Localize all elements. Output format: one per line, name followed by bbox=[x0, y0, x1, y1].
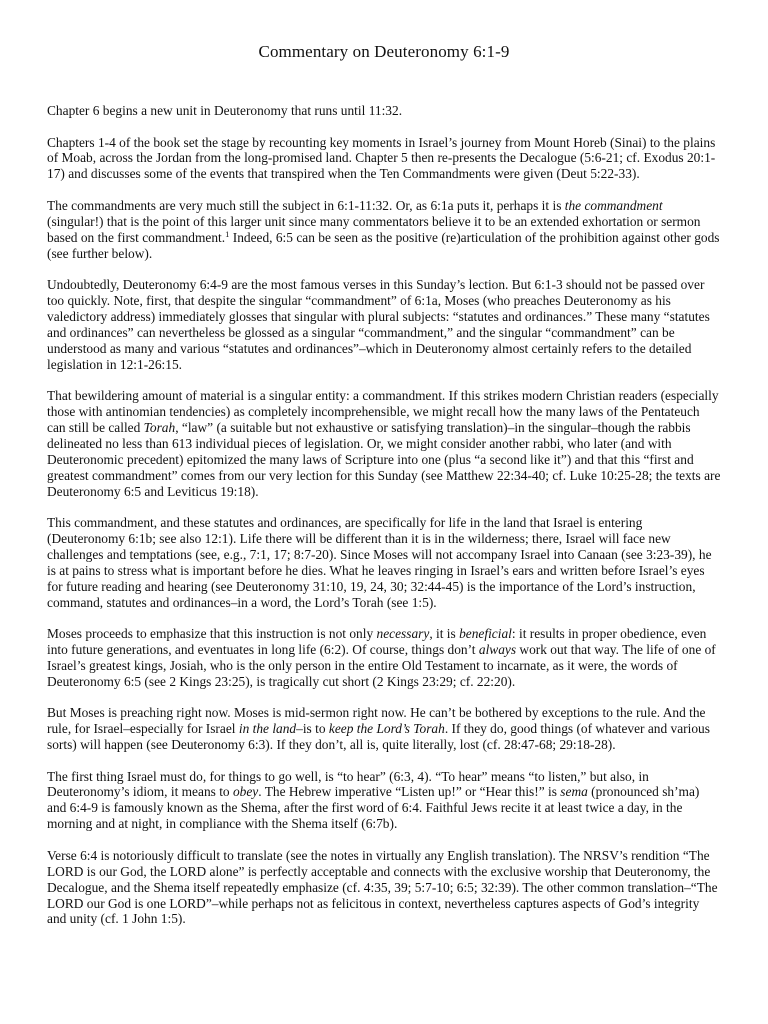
document-body bbox=[47, 103, 721, 927]
paragraph-text: That bewildering amount of material is a singular entity: a commandment. If this strikes modern Christian readers (especially those with antinomian tendencies) as completely incomprehensible, we might recall how the many laws of the Pentateuch can still be called bbox=[47, 388, 719, 435]
paragraph-text: Chapter 6 begins a new unit in Deuteronomy that runs until 11:32. bbox=[47, 103, 403, 118]
paragraph-mid-sermon bbox=[47, 705, 721, 753]
paragraph-text: : it results in proper obedience, even into future generations, and eventuates in long life (6:2). Of course, things don’t bbox=[47, 626, 707, 657]
paragraph-text: The commandments are very much still the subject in 6:1-11:32. Or, as 6:1a puts it, perhaps it is bbox=[47, 197, 565, 213]
paragraph-text: Indeed, 6:5 can be seen as the positive (re)articulation of the prohibition against other gods (see further below). bbox=[47, 229, 720, 261]
paragraph-text: Undoubtedly, Deuteronomy 6:4-9 are the most famous verses in this Sunday’s lection. But 6:1-3 should not be passed over too quickly. Note, first, that despite the singular “commandment” of 6:1a, Moses (who preaches Deuteronomy as his valedictory address) immediately glosses that singular with plural subjects: “statutes and ordinances.” These many “statutes and ordinances” can nevertheless be glossed as a singular “commandment,” and the singular “commandment” can be understood as many and various “statutes and ordinances”–which in Deuteronomy almost certainly refers to the detailed legislation in 12:1-26:15. bbox=[47, 277, 710, 372]
paragraph-life-in-land bbox=[47, 515, 721, 610]
paragraph-singular-entity bbox=[47, 388, 721, 499]
paragraph-beneficial bbox=[47, 626, 721, 690]
paragraph-intro bbox=[47, 103, 721, 119]
paragraph-text: work out that way. The life of one of Israel’s greatest kings, Josiah, who is the only person in the entire Old Testament to incarnate, as it were, the words of Deuteronomy 6:5 (see 2 Kings 23:25), is tragically cut short (2 Kings 23:29; cf. 22:20). bbox=[47, 641, 716, 689]
paragraph-commandments-subject bbox=[47, 198, 721, 262]
paragraph-text: –is to bbox=[296, 721, 329, 737]
footnote-marker: 1 bbox=[225, 228, 230, 239]
paragraph-text: Chapters 1-4 of the book set the stage by recounting key moments in Israel’s journey from Mount Horeb (Sinai) to the plains of Moab, across the Jordan from the long-promised land. Chapter 5 then re-presents the Decalogue (5:6-21; cf. Exodus 20:1-17) and discusses some of the events that transpired when the Ten Commandments were given (Deut 5:22-33). bbox=[47, 134, 716, 182]
paragraph-text: (pronounced sh’ma) and 6:4-9 is famously known as the Shema, after the first word of 6:4. Faithful Jews recite it at least twice a day, in the morning and at night, in compliance with the Shema itself (6:7b). bbox=[47, 784, 700, 832]
paragraph-text: Verse 6:4 is notoriously difficult to translate (see the notes in virtually any English translation). The NRSV’s rendition “The LORD is our God, the LORD alone” is perfectly acceptable and connects with the exclusive worship that Deuteronomy, the Decalogue, and the Shema itself repeatedly emphasize (cf. 4:35, 39; 5:7-10; 6:5; 32:39). The other common translation–“The LORD our God is one LORD”–while perhaps not as felicitous in context, nevertheless captures aspects of God’s integrity and unity (cf. 1 John 1:5). bbox=[47, 847, 718, 927]
paragraph-to-hear bbox=[47, 769, 721, 833]
paragraph-famous-verses bbox=[47, 277, 721, 372]
paragraph-text: The first thing Israel must do, for things to go well, is “to hear” (6:3, 4). “To hear” means “to listen,” but also, in Deuteronomy’s idiom, it means to bbox=[47, 768, 649, 800]
italic-text: sema bbox=[560, 784, 588, 800]
paragraph-text: , “law” (a suitable but not exhaustive or satisfying translation)–in the singular–though the rabbis delineated no less than 613 individual pieces of legislation. Or, we might consider another rabbi, who later (and with Deuteronomic precedent) epitomized the many laws of Scripture into one (plus “a second like it”) and that this “first and greatest commandment” comes from our very lection for this Sunday (see Matthew 22:34-40; cf. Luke 10:25-28; the texts are Deuteronomy 6:5 and Leviticus 19:18). bbox=[47, 419, 721, 499]
paragraph-chapters-context bbox=[47, 135, 721, 183]
page-title: Commentary on Deuteronomy 6:1-9 bbox=[258, 42, 510, 61]
italic-text: always bbox=[478, 641, 517, 657]
italic-text: keep the Lord’s Torah bbox=[328, 721, 445, 737]
paragraph-text: , it is bbox=[429, 626, 460, 642]
italic-text: beneficial bbox=[459, 626, 512, 642]
paragraph-text: (singular!) that is the point of this larger unit since many commentators believe it to be an extended exhortation or sermon based on the first commandment. bbox=[47, 213, 701, 245]
paragraph-text: . The Hebrew imperative “Listen up!” or “Hear this!” is bbox=[258, 784, 561, 800]
italic-text: obey bbox=[232, 784, 259, 800]
paragraph-verse-6-4 bbox=[47, 848, 721, 928]
italic-text: necessary bbox=[376, 626, 430, 642]
paragraph-text: . If they do, good things (of whatever and various sorts) will happen (see Deuteronomy 6:3). If they don’t, all is, quite literally, lost (cf. 28:47-68; 29:18-28). bbox=[47, 721, 710, 753]
italic-text: in the land bbox=[238, 721, 297, 737]
italic-text: the commandment bbox=[564, 197, 663, 213]
paragraph-text: But Moses is preaching right now. Moses is mid-sermon right now. He can’t be bothered by exceptions to the rule. And the rule, for Israel–especially for Israel bbox=[47, 705, 706, 737]
paragraph-text: Moses proceeds to emphasize that this instruction is not only bbox=[47, 626, 377, 642]
paragraph-text: This commandment, and these statutes and ordinances, are specifically for life in the land that Israel is entering (Deuteronomy 6:1b; see also 12:1). Life there will be different than it is in the wilderness; there, Israel will face new challenges and temptations (see, e.g., 7:1, 17; 8:7-20). Since Moses will not accompany Israel into Canaan (see 3:23-39), he is at pains to stress what is important before he dies. What he leaves ringing in Israel’s ears and written before Israel’s eyes for future reading and hearing (see Deuteronomy 31:10, 19, 24, 30; 32:44-45) is the importance of the Lord’s instruction, command, statutes and ordinances–in a word, the Lord’s Torah (see 1:5). bbox=[47, 515, 712, 610]
italic-text: Torah bbox=[143, 419, 176, 435]
